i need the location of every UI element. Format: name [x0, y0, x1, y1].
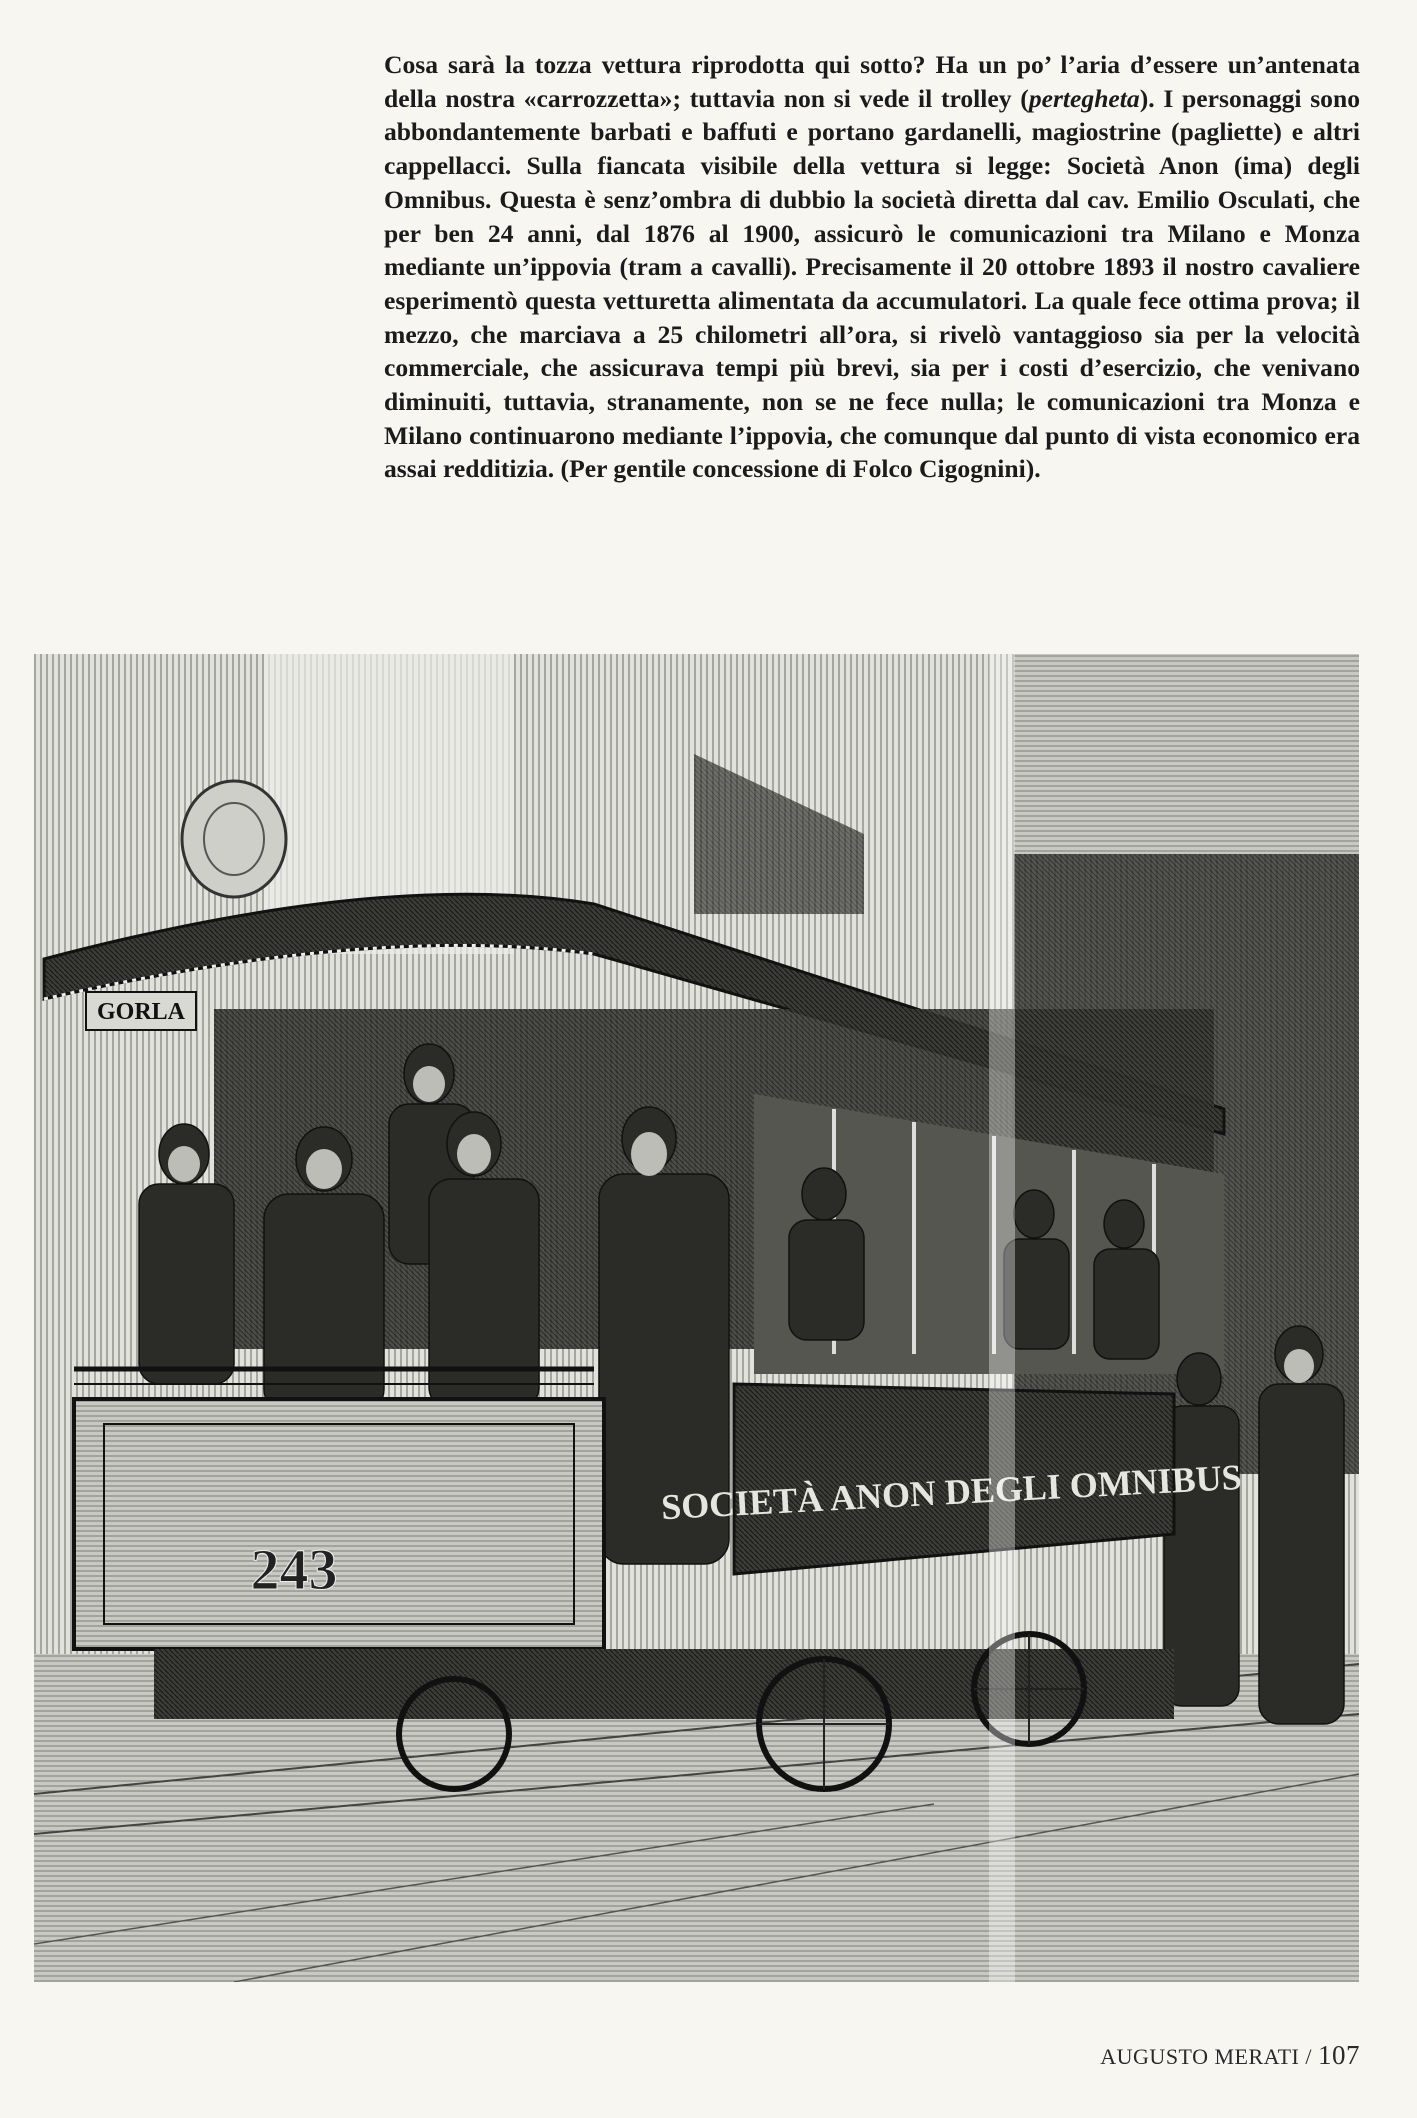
- caption-text-end: ). I personaggi sono abbondantemente barbati e baffuti e portano gardanelli, magiostrine (pagliette) e altri cappellacci. Sulla fiancata visibile della vettura si legge: Società Anon (ima) degli Omnibus. Questa è senz’ombra di dubbio la società diretta dal cav. Emilio Osculati, che per ben 24 anni, dal 1876 al 1900, assicurò le comunicazioni tra Milano e Monza mediante un’ippovia (tram a cavalli). Precisamente il 20 ottobre 1893 il nostro cavaliere esperimentò questa vetturetta alimentata da accumulatori. La quale fece ottima prova; il mezzo, che marciava a 25 chilometri all’ora, si rivelò vantaggioso sia per la velocità commerciale, che assicurava tempi più brevi, sia per i costi d’esercizio, che venivano diminuiti, tuttavia, stranamente, non se ne fece nulla; le comunicazioni tra Monza e Milano continuarono mediante l’ippovia, che comunque dal punto di vista economico era assai redditizia. (Per gentile concessione di Folco Cigognini).: [384, 83, 1360, 484]
- destination-sign-text: GORLA: [96, 999, 186, 1025]
- running-author: AUGUSTO MERATI: [1100, 2044, 1300, 2069]
- side-lettering-text: SOCIETÀ ANON DEGLI OMNIBUS: [660, 1456, 1243, 1528]
- page-number: 107: [1318, 2040, 1360, 2070]
- page-footer: [1100, 2040, 1360, 2071]
- tram-engraving-illustration: [34, 654, 1359, 1982]
- car-number-text: 243: [250, 1537, 338, 1602]
- caption-italic-term: pertegheta: [1028, 83, 1140, 113]
- caption-text-start: Cosa sarà la tozza vettura riprodotta qui sotto? Ha un po’ l’aria d’essere un’antenata della nostra «carrozzetta»; tuttavia non si vede il trolley (: [384, 50, 1360, 113]
- photo-caption: [384, 48, 1360, 486]
- footer-separator: /: [1305, 2044, 1312, 2069]
